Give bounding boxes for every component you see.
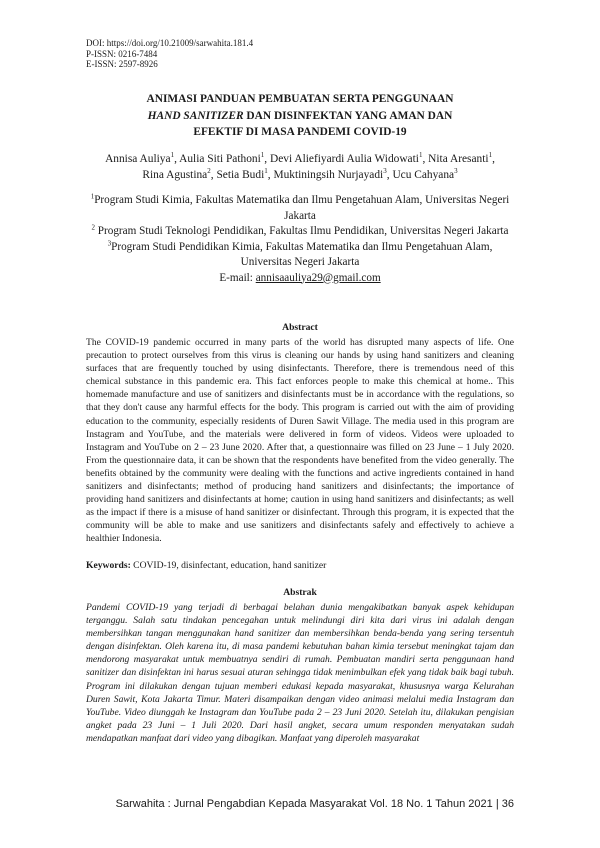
author-separator: , [422,153,429,165]
author-separator: , [267,168,274,181]
author-affiliation-mark: 1 [260,151,265,160]
abstrak-body: Pandemi COVID-19 yang terjadi di berbagai belahan dunia mengakibatkan banyak aspek kehidupan terganggu. Salah satu tindakan pencegahan untuk melindungi diri kita dari virus ini adalah dengan membersihkan tangan menggunakan hand sanitizer dan membersihkan benda-benda yang sering tersentuh dengan disinfektan. Oleh karena itu, di masa pandemi kebutuhan bahan kimia tersebut meningkat tajam dan mendorong masyarakat untuk membuatnya sendiri di rumah. Pembuatan mandiri serta penggunaan hand sanitizer dan disinfektan ini harus sesuai aturan sehingga tidak menimbulkan efek yang tidak baik bagi tubuh. Program ini dilakukan dengan tujuan memberi edukasi kepada masyarakat, khususnya warga Kelurahan Duren Sawit, Kota Jakarta Timur. Materi disampaikan dengan video animasi melalui media Instagram dan YouTube. Video diunggah ke Instagram dan YouTube pada 2 – 23 Juni 2020. Setelah itu, dilakukan pengisian angket pada 23 Juni – 1 Juli 2020. Dari hasil angket, secara umum responden menyatakan sudah mendapatkan manfaat dari video yang dibagikan. Manfaat yang diperoleh masyarakat [86,602,514,744]
affiliation-3 [86,240,514,271]
author-list [86,152,514,183]
affiliation-list [86,193,514,286]
abstract-heading: Abstract [282,322,318,333]
author-name: Ucu Cahyana [392,168,455,181]
author-name: Nita Aresanti [428,153,489,165]
affiliation-text: Program Studi Pendidikan Kimia, Fakultas Matematika dan Ilmu Pengetahuan Alam, Universitas Negeri Jakarta [111,240,493,268]
title-line-2 [86,108,514,125]
author-name: Setia Budi [216,168,265,181]
author-affiliation-mark: 1 [418,151,423,160]
author-affiliation-mark: 3 [383,166,387,175]
abstract-body: The COVID-19 pandemic occurred in many parts of the world has disrupted many aspects of life. One precaution to protect ourselves from this virus is cleaning our hands by using hand sanitizers and cleaning surfaces that are frequently touched by using disinfectants. Therefore, there is tremendous need of this chemical substance in this pandemic era. This fact enforces people to make this chemical at home.. This homemade manufacture and use of sanitizers and disinfectants must be in accordance with the regulations, so that they don't cause any harmful effects for the body. This program is carried out with the aim of providing education to the community, especially residents of Duren Sawit Village. The media used in this program are Instagram and YouTube, and the materials were delivered in form of videos. Videos were uploaded to Instagram and YouTube on 2 – 23 June 2020. After that, a questionnaire was filled on 23 June – 1 July 2020. From the questionnaire data, it can be shown that the respondents have benefited from the video generally. The benefits obtained by the community were dealing with the functions and active ingredients contained in hand sanitizers and disinfectants; method of producing hand sanitizers and disinfectants; the importance of providing hand sanitizers and disinfectants at home; caution in using hand sanitizers and disinfectants; as well as the impact if there is a misuse of hand sanitizer or disinfectant. Through this program, it is expected that the community will be able to make and use sanitizers and disinfectants safely and effectively to achieve a healthier Indonesia. [86,337,514,545]
affiliation-text: Program Studi Kimia, Fakultas Matematika dan Ilmu Pengetahuan Alam, Universitas Negeri Jakarta [94,194,510,222]
author-line-2 [86,168,514,184]
keywords-label: Keywords: [86,560,131,571]
author-separator: , [174,153,180,165]
author-name: Devi Aliefiyardi Aulia Widowati [269,153,419,165]
title-italic-term: HAND SANITIZER [147,109,244,122]
journal-footer: Sarwahita : Jurnal Pengabdian Kepada Masyarakat Vol. 18 No. 1 Tahun 2021 | 36 [115,798,514,810]
author-line-1 [86,152,514,168]
contact-email [86,271,514,287]
affiliation-text: Program Studi Teknologi Pendidikan, Fakultas Ilmu Pendidikan, Universitas Negeri Jakarta [94,225,509,237]
affiliation-1 [86,193,514,224]
p-issn-line: P-ISSN: 0216-7484 [86,48,158,59]
title-line-1: ANIMASI PANDUAN PEMBUATAN SERTA PENGGUNAAN [146,93,454,105]
author-name: Rina Agustina [142,168,208,181]
author-separator: , [386,168,393,181]
email-label: E-mail: [219,271,256,284]
keywords-text: COVID-19, disinfectant, education, hand sanitizer [130,560,327,571]
title-line-3: EFEKTIF DI MASA PANDEMI COVID-19 [193,126,407,138]
author-affiliation-mark: 3 [454,166,458,175]
author-affiliation-mark: 1 [488,151,493,160]
keywords [86,560,514,571]
author-affiliation-mark: 2 [207,166,211,175]
affiliation-number: 3 [107,238,112,247]
e-issn-line: E-ISSN: 2597-8926 [86,59,158,69]
affiliation-2 [86,224,514,240]
doi-line[interactable]: DOI: https://doi.org/10.21009/sarwahita.181.4 [86,38,254,48]
author-separator: , [264,153,270,165]
author-name: Annisa Auliya [105,153,171,165]
affiliation-number: 1 [90,192,95,201]
title-line-2-rest: DAN DISINFEKTAN YANG AMAN DAN [243,109,453,122]
author-affiliation-mark: 1 [264,166,268,175]
author-name: Aulia Siti Pathoni [179,153,261,165]
author-name: Muktiningsih Nurjayadi [273,168,384,181]
author-separator: , [210,168,217,181]
abstrak-heading: Abstrak [283,587,317,598]
affiliation-number: 2 [91,223,95,232]
author-separator: , [492,153,495,165]
article-title [86,91,514,141]
email-link[interactable]: annisaauliya29@gmail.com [255,271,381,284]
author-affiliation-mark: 1 [170,151,175,160]
article-identifiers [86,38,253,70]
